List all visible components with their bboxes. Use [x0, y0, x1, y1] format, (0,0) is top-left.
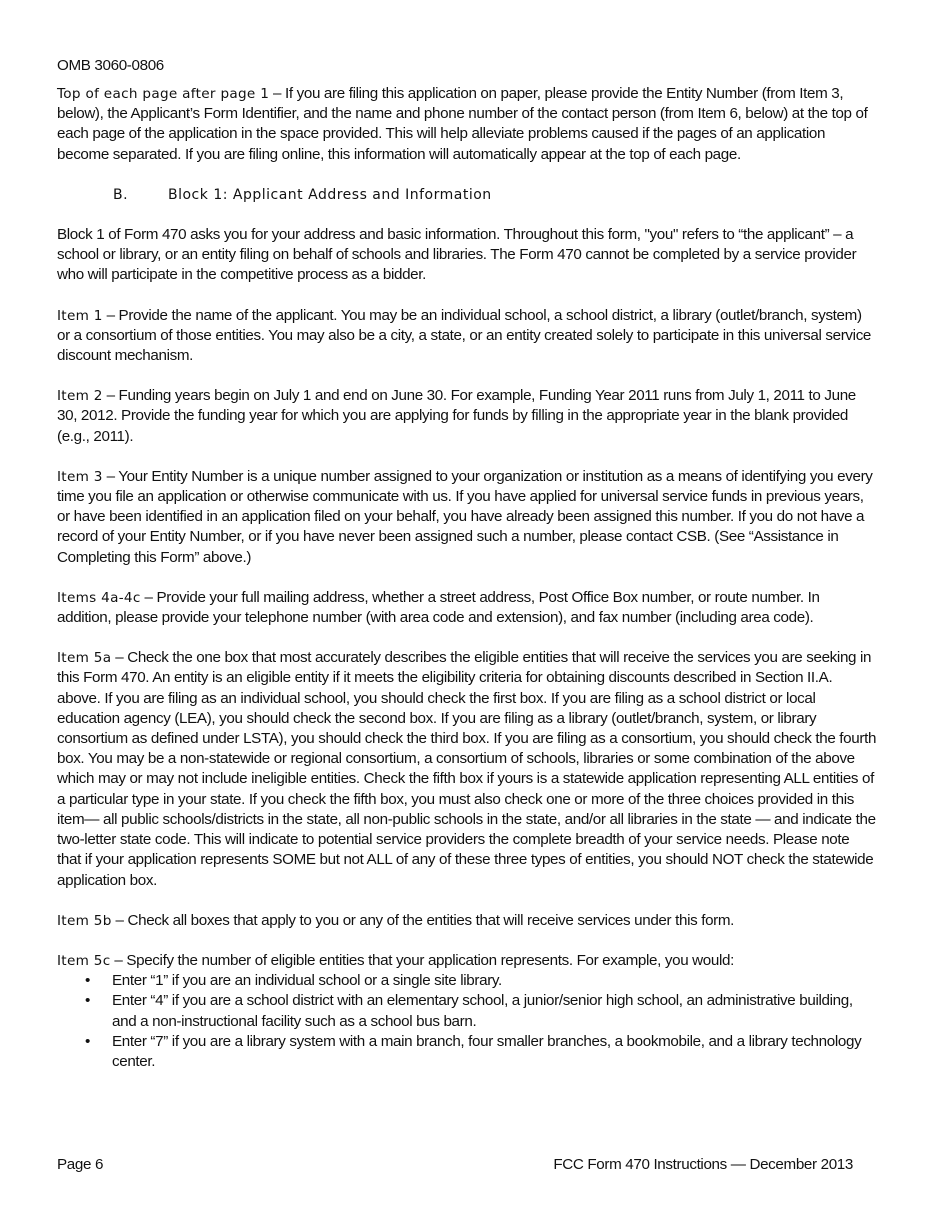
footer-title: FCC Form 470 Instructions — December 2013 — [553, 1156, 853, 1173]
item-lead: Item 3 — [57, 468, 103, 485]
item-lead: Items 4a-4c — [57, 589, 141, 606]
item-1-paragraph — [57, 306, 877, 367]
item-text: – Provide your full mailing address, whether a street address, Post Office Box number, or route number. In addition, please provide your telephone number (with area code and extension), and fax number (including area code). — [57, 588, 820, 627]
item-2-paragraph — [57, 386, 877, 447]
item-lead: Item 5b — [57, 912, 112, 929]
item-text: – Check the one box that most accurately describes the eligible entities that will receive the services you are seeking in this Form 470. An entity is an eligible entity if it meets the eligibility criteria for obtaining discounts described in Section II.A. above. If you are filing as an individual school, you should check the first box. If you are filing as a school district or local education agency (LEA), you should check the second box. If you are filing as a library (outlet/branch, system, or library consortium as defined under LSTA), you should check the third box. If you are filing as a consortium, you should check the fourth box. You may be a non-statewide or regional consortium, a consortium of schools, libraries or some combination of the above which may or may not include ineligible entities. Check the fifth box if yours is a statewide application representing ALL entities of a particular type in your state. If you check the fifth box, you must also check one or more of the three choices provided in this item— all public schools/districts in the state, all non-public schools in the state, and/or all libraries in the state — and indicate the two-letter state code. This will indicate to potential service providers the complete breadth of your service needs. Please note that if your application represents SOME but not ALL of any of these three types of entities, you should NOT check the statewide application box. — [57, 649, 877, 889]
paragraph-text: – If you are filing this application on paper, please provide the Entity Number (from Item 3, below), the Applicant’s Form Identifier, and the name and phone number of the contact person (from Item 6, below) at the top of each page of the application in the space provided. This will help alleviate problems caused if the pages of an application become separated. If you are filing online, this information will automatically appear at the top of each page. — [57, 85, 868, 163]
omb-number: OMB 3060-0806 — [57, 57, 164, 74]
item-3-paragraph — [57, 467, 877, 568]
item-text: – Check all boxes that apply to you or any of the entities that will receive services under this form. — [111, 911, 735, 929]
block-title: Block 1: Applicant Address and Information — [168, 186, 492, 203]
page-number: Page 6 — [57, 1156, 104, 1173]
item-5a-paragraph — [57, 648, 877, 890]
list-item: • Enter “4” if you are a school district with an elementary school, a junior/senior high school, an administrative building, and a non-instructional facility such as a school bus barn. — [112, 991, 877, 1031]
block-intro-paragraph: Block 1 of Form 470 asks you for your address and basic information. Throughout this form, "you" refers to “the applicant” – a school or library, or an entity filing on behalf of schools and libraries. The Form 470 cannot be completed by a service provider who will participate in the competitive process as a bidder. — [57, 226, 857, 284]
item-5c-paragraph — [57, 951, 877, 971]
item-text: – Your Entity Number is a unique number assigned to your organization or institution as a means of identifying you every time you file an application or otherwise communicate with us. If you have applied for universal service funds in previous years, or have been identified in an application filed on your behalf, you have already been assigned this number. If you do not have a record of your Entity Number, or if you have never been assigned such a number, please contact CSB. (See “Assistance in Completing this Form” above.) — [57, 467, 873, 566]
item-5b-paragraph — [57, 911, 877, 931]
item-lead: Item 5c — [57, 952, 111, 969]
top-of-page-paragraph — [57, 84, 877, 165]
page-content — [57, 84, 877, 1072]
items-4a-4c-paragraph — [57, 588, 877, 628]
item-lead: Item 2 — [57, 388, 103, 405]
item-text: – Provide the name of the applicant. You may be an individual school, a school district, a library (outlet/branch, system) or a consortium of those entities. You may also be a city, a state, or an entity created solely to participate in this universal service discount mechanism. — [57, 306, 872, 365]
block-heading — [113, 185, 877, 205]
block-letter: B. — [113, 186, 129, 203]
item-lead: Item 5a — [57, 650, 112, 667]
item-5c-examples-list — [57, 971, 877, 1072]
paragraph-lead: Top of each page after page 1 — [57, 86, 270, 102]
item-text: – Funding years begin on July 1 and end on June 30. For example, Funding Year 2011 runs from July 1, 2011 to June 30, 2012. Provide the funding year for which you are applying for funds by filling in the appropriate year in the blank provided (e.g., 2011). — [57, 387, 856, 445]
list-item: • Enter “7” if you are a library system with a main branch, four smaller branches, a bookmobile, and a library technology center. — [112, 1032, 877, 1072]
item-text: – Specify the number of eligible entities that your application represents. For example, you would: — [110, 951, 734, 969]
list-item: • Enter “1” if you are an individual school or a single site library. — [112, 971, 877, 991]
item-lead: Item 1 — [57, 307, 103, 324]
